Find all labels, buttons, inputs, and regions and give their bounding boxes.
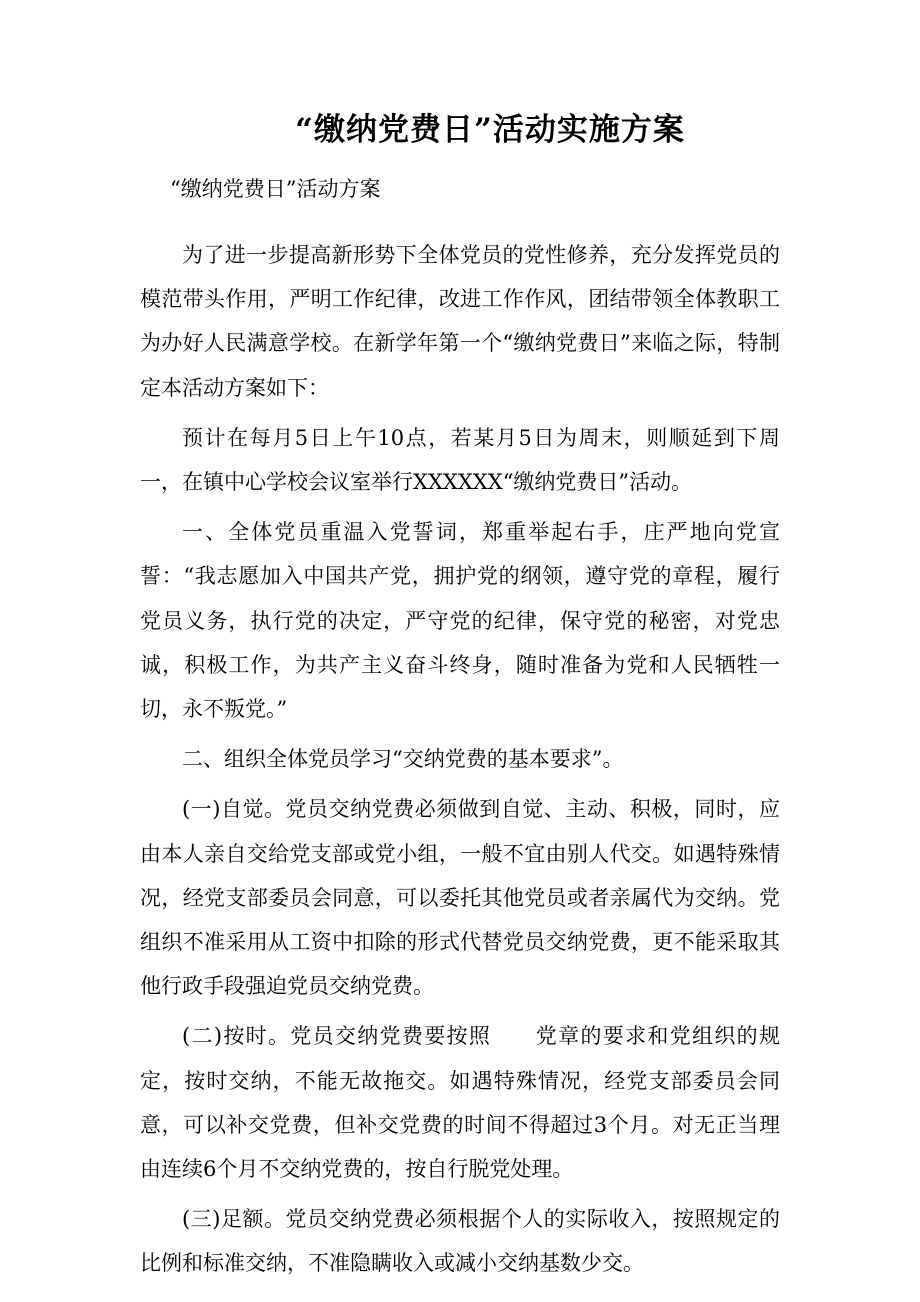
document-title: “缴纳党费日”活动实施方案 [295,112,685,148]
intro-paragraph: 为了进一步提高新形势下全体党员的党性修养，充分发挥党员的模范带头作用，严明工作纪律，改进工作作风，团结带领全体教职工为办好人民满意学校。在新学年第一个“缴纳党费日”来临之际，特制定本活动方案如下： [140,243,780,400]
requirement-ontime: (二)按时。党员交纳党费要按照 党章的要求和党组织的规定，按时交纳，不能无故拖交。如遇特殊情况，经党支部委员会同意，可以补交党费，但补交党费的时间不得超过3个月。对无正当理由连续6个月不交纳党费的，按自行脱党处理。 [140,1024,780,1182]
document-body [140,233,780,1292]
requirements-heading: 二、组织全体党员学习“交纳党费的基本要求”。 [182,747,624,772]
schedule-paragraph: 预计在每月5日上午10点，若某月5日为周末，则顺延到下周一，在镇中心学校会议室举行XXXXXX“缴纳党费日”活动。 [140,425,780,495]
document-subtitle: “缴纳党费日”活动方案 [170,177,381,201]
requirement-full-amount: (三)足额。党员交纳党费必须根据个人的实际收入，按照规定的比例和标准交纳，不准隐瞒收入或减小交纳基数少交。 [140,1207,780,1276]
requirement-voluntary: (一)自觉。党员交纳党费必须做到自觉、主动、积极，同时，应由本人亲自交给党支部或党小组，一般不宜由别人代交。如遇特殊情况，经党支部委员会同意，可以委托其他党员或者亲属代为交纳。党组织不准采用从工资中扣除的形式代替党员交纳党费，更不能采取其他行政手段强迫党员交纳党费。 [140,797,780,999]
oath-paragraph: 一、全体党员重温入党誓词，郑重举起右手，庄严地向党宣誓：“我志愿加入中国共产党，拥护党的纲领，遵守党的章程，履行党员义务，执行党的决定，严守党的纪律，保守党的秘密，对党忠诚，积极工作，为共产主义奋斗终身，随时准备为党和人民牺牲一切，永不叛党。” [140,520,780,722]
